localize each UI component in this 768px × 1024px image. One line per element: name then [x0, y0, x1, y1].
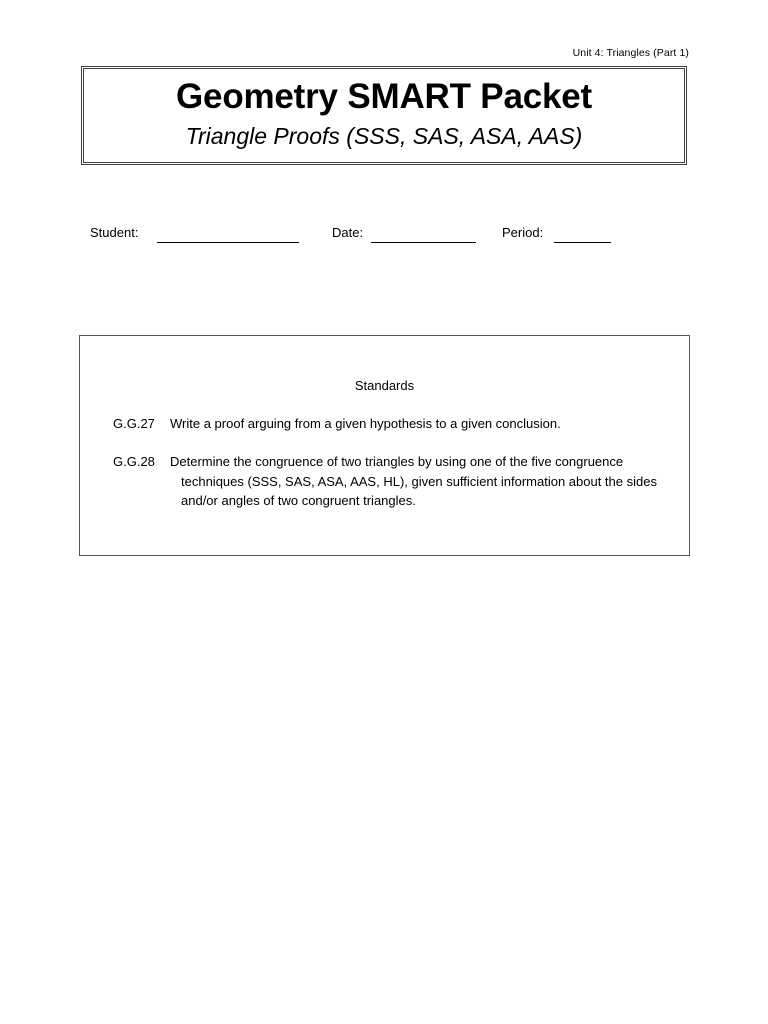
student-blank-line[interactable]	[157, 242, 299, 243]
standard-text: Write a proof arguing from a given hypothesis to a given conclusion.	[170, 416, 561, 431]
period-label: Period:	[502, 225, 544, 240]
standards-box	[79, 335, 690, 556]
packet-title: Geometry SMART Packet	[176, 77, 592, 116]
unit-header: Unit 4: Triangles (Part 1)	[572, 47, 689, 59]
packet-subtitle: Triangle Proofs (SSS, SAS, ASA, AAS)	[185, 123, 583, 149]
student-label: Student:	[90, 225, 139, 240]
student-info-fields	[0, 225, 768, 249]
standard-item	[113, 452, 673, 511]
date-blank-line[interactable]	[371, 242, 476, 243]
date-label: Date:	[332, 225, 364, 240]
standard-text: Determine the congruence of two triangles by using one of the five congruence techniques (SSS, SAS, ASA, AAS, HL), given sufficient information about the sides and/or angles of two congruent triangles.	[170, 454, 657, 508]
standard-item	[113, 414, 673, 434]
standard-code: G.G.27	[113, 416, 155, 431]
standards-heading: Standards	[354, 378, 415, 393]
period-blank-line[interactable]	[554, 242, 611, 243]
standard-code: G.G.28	[113, 454, 155, 469]
title-box	[81, 66, 687, 165]
